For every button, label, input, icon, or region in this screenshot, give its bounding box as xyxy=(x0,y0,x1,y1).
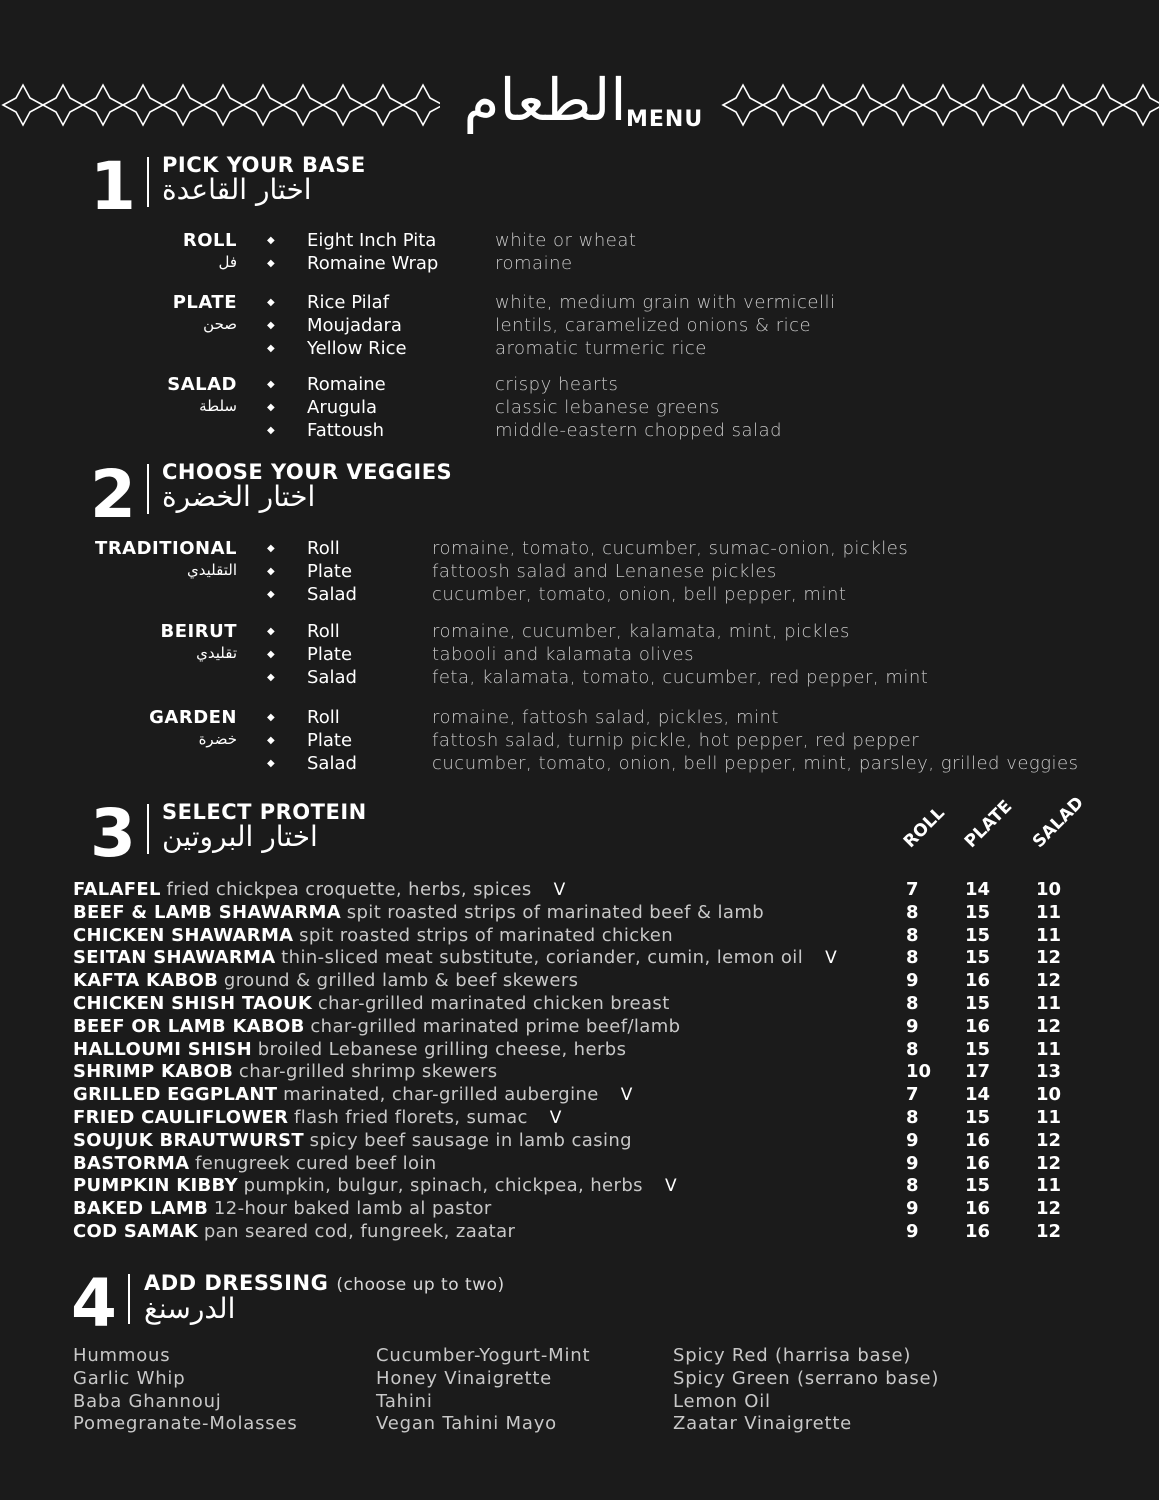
base-description: lentils, caramelized onions & rice xyxy=(495,314,812,336)
price-salad: 10 xyxy=(1036,879,1062,900)
price-plate: 17 xyxy=(965,1061,991,1083)
section-2-divider xyxy=(147,464,149,514)
vegetarian-icon: V xyxy=(553,880,566,900)
veggie-option xyxy=(267,707,357,730)
veggie-option-label: Roll xyxy=(307,538,340,559)
price-roll: 8 xyxy=(906,924,919,946)
price-salad: 12 xyxy=(1036,1220,1062,1242)
price-roll: 8 xyxy=(906,1106,919,1128)
protein-description: spit roasted strips of marinated chicken xyxy=(299,924,673,946)
veggie-description: fattoosh salad and Lenanese pickles xyxy=(432,560,777,582)
veggie-category-name-arabic: خضرة xyxy=(198,730,237,748)
veggie-option xyxy=(267,621,357,644)
base-option-label: Moujadara xyxy=(307,314,402,336)
protein-description: pan seared cod, fungreek, zaatar xyxy=(203,1220,516,1242)
bullet-icon: ◆ xyxy=(267,424,275,436)
base-option-label: Arugula xyxy=(307,396,377,418)
price-roll: 7 xyxy=(906,879,919,900)
veggie-category-name-arabic: تقليدي xyxy=(196,644,237,662)
protein-row xyxy=(73,879,1133,902)
price-roll: 8 xyxy=(906,901,919,923)
veggie-category-name: GARDEN xyxy=(149,707,237,728)
dressing-item: Cucumber-Yogurt-Mint xyxy=(376,1345,591,1366)
veggie-description: tabooli and kalamata olives xyxy=(432,643,695,665)
protein-description: marinated, char-grilled aubergine xyxy=(283,1084,599,1106)
protein-description: broiled Lebanese grilling cheese, herbs xyxy=(257,1038,627,1060)
veggie-category xyxy=(161,621,237,663)
section-4-divider xyxy=(128,1274,130,1324)
section-4-title-arabic: الدرسنغ xyxy=(144,1292,236,1325)
price-plate: 16 xyxy=(965,1015,991,1037)
price-roll: 9 xyxy=(906,1198,919,1220)
veggie-options xyxy=(267,538,357,606)
vegetarian-icon: V xyxy=(549,1107,562,1128)
price-salad: 12 xyxy=(1036,1015,1062,1037)
veggie-option-label: Roll xyxy=(307,707,340,728)
veggie-descriptions xyxy=(432,621,928,689)
dressing-column xyxy=(73,1345,298,1436)
veggie-option-label: Salad xyxy=(307,752,357,774)
protein-row xyxy=(73,1061,1133,1084)
bullet-icon: ◆ xyxy=(267,543,275,554)
section-3-title-arabic: اختار البروتين xyxy=(162,820,318,853)
column-header-roll: ROLL xyxy=(899,803,949,852)
protein-row xyxy=(73,925,1133,948)
price-roll: 8 xyxy=(906,992,919,1014)
price-roll: 10 xyxy=(906,1061,932,1083)
base-description: romaine xyxy=(495,252,573,274)
base-description: aromatic turmeric rice xyxy=(495,337,707,359)
protein-name: CHICKEN SHAWARMA xyxy=(73,924,294,946)
section-3-number: 3 xyxy=(90,795,136,872)
price-roll: 9 xyxy=(906,1220,919,1242)
price-plate: 14 xyxy=(965,1084,991,1106)
decorative-pattern-left xyxy=(0,82,440,128)
protein-name: BAKED LAMB xyxy=(73,1198,209,1220)
price-plate: 16 xyxy=(965,1198,991,1220)
protein-description: spicy beef sausage in lamb casing xyxy=(309,1129,633,1151)
protein-name: PUMPKIN KIBBY xyxy=(73,1175,238,1197)
dressing-item: Tahini xyxy=(376,1390,433,1412)
base-options xyxy=(267,374,386,442)
base-descriptions xyxy=(495,292,836,360)
price-salad: 12 xyxy=(1036,970,1062,992)
vegetarian-icon: V xyxy=(664,1176,677,1197)
base-option xyxy=(267,292,407,315)
base-option-label: Romaine xyxy=(307,374,386,395)
veggie-option xyxy=(267,730,357,753)
price-plate: 15 xyxy=(965,947,991,969)
dressing-column xyxy=(376,1345,590,1436)
price-plate: 15 xyxy=(965,901,991,923)
base-option-label: Rice Pilaf xyxy=(307,292,390,313)
veggie-category-name: TRADITIONAL xyxy=(95,538,237,559)
veggie-option xyxy=(267,561,357,584)
dressing-item: Lemon Oil xyxy=(673,1390,771,1412)
base-category-name: PLATE xyxy=(172,292,237,313)
price-salad: 10 xyxy=(1036,1084,1062,1106)
price-plate: 16 xyxy=(965,1152,991,1174)
veggie-description: cucumber, tomato, onion, bell pepper, mint, parsley, grilled veggies xyxy=(432,752,1079,774)
base-description: white or wheat xyxy=(495,230,637,251)
protein-name: BASTORMA xyxy=(73,1152,190,1174)
veggie-category-name: BEIRUT xyxy=(160,621,237,642)
price-plate: 16 xyxy=(965,1129,991,1151)
veggie-option xyxy=(267,667,357,690)
dressing-item: Spicy Green (serrano base) xyxy=(673,1367,940,1389)
protein-description: flash fried florets, sumac xyxy=(294,1106,528,1128)
dressing-item: Garlic Whip xyxy=(73,1367,186,1389)
veggie-description: fattosh salad, turnip pickle, hot pepper, red pepper xyxy=(432,729,920,751)
base-category xyxy=(173,292,237,334)
column-header-salad: SALAD xyxy=(1028,792,1088,852)
base-option xyxy=(267,315,407,338)
bullet-icon: ◆ xyxy=(267,297,275,308)
base-category-name-arabic: صحن xyxy=(203,315,237,333)
protein-name: FALAFEL xyxy=(73,879,161,900)
section-4-title-text: ADD DRESSING xyxy=(144,1271,329,1295)
veggie-option xyxy=(267,644,357,667)
dressing-item: Pomegranate-Molasses xyxy=(73,1413,298,1435)
protein-name: BEEF OR LAMB KABOB xyxy=(73,1015,305,1037)
column-header-plate: PLATE xyxy=(960,796,1017,852)
veggie-description: romaine, cucumber, kalamata, mint, pickles xyxy=(432,621,850,642)
price-salad: 11 xyxy=(1036,1038,1062,1060)
protein-row xyxy=(73,1039,1133,1062)
base-option xyxy=(267,230,438,253)
price-roll: 8 xyxy=(906,947,919,969)
base-descriptions xyxy=(495,230,636,276)
bullet-icon: ◆ xyxy=(267,319,275,331)
veggie-description: feta, kalamata, tomato, cucumber, red pepper, mint xyxy=(432,666,929,688)
section-3-divider xyxy=(147,804,149,854)
veggie-option-label: Plate xyxy=(307,643,353,665)
protein-description: char-grilled marinated chicken breast xyxy=(317,992,670,1014)
protein-name: FRIED CAULIFLOWER xyxy=(73,1106,289,1128)
price-plate: 16 xyxy=(965,970,991,992)
veggie-category-name-arabic: التقليدي xyxy=(187,561,237,579)
protein-name: SOUJUK BRAUTWURST xyxy=(73,1129,304,1151)
dressing-item: Spicy Red (harrisa base) xyxy=(673,1345,912,1366)
base-description: crispy hearts xyxy=(495,374,619,395)
veggie-options xyxy=(267,707,357,775)
veggie-option-label: Plate xyxy=(307,729,353,751)
section-2-title: CHOOSE YOUR VEGGIES xyxy=(162,460,453,484)
base-category-name-arabic: فل xyxy=(218,253,237,271)
section-1-number: 1 xyxy=(90,148,136,225)
bullet-icon: ◆ xyxy=(267,401,275,413)
bullet-icon: ◆ xyxy=(267,379,275,390)
veggie-description: romaine, tomato, cucumber, sumac-onion, pickles xyxy=(432,538,909,559)
decorative-pattern-right xyxy=(720,82,1159,128)
price-roll: 9 xyxy=(906,1129,919,1151)
price-salad: 11 xyxy=(1036,924,1062,946)
protein-name: KAFTA KABOB xyxy=(73,970,219,992)
svg-text:الطعام: الطعام xyxy=(463,66,627,134)
veggie-option xyxy=(267,753,357,776)
protein-row xyxy=(73,1153,1133,1176)
veggie-option-label: Salad xyxy=(307,583,357,605)
protein-description: pumpkin, bulgur, spinach, chickpea, herbs xyxy=(243,1175,643,1197)
base-option-label: Fattoush xyxy=(307,419,385,441)
section-3-title: SELECT PROTEIN xyxy=(162,800,367,824)
base-description: white, medium grain with vermicelli xyxy=(495,292,836,313)
protein-row xyxy=(73,1175,1133,1198)
section-2-title-arabic: اختار الخضرة xyxy=(162,480,316,513)
protein-row xyxy=(73,1130,1133,1153)
base-category xyxy=(167,374,237,416)
dressing-item: Hummous xyxy=(73,1345,171,1366)
section-1-title: PICK YOUR BASE xyxy=(162,153,366,177)
protein-row xyxy=(73,970,1133,993)
price-salad: 12 xyxy=(1036,1152,1062,1174)
veggie-descriptions xyxy=(432,538,908,606)
base-descriptions xyxy=(495,374,782,442)
veggie-option-label: Roll xyxy=(307,621,340,642)
base-options xyxy=(267,230,438,276)
protein-list xyxy=(73,879,1133,1244)
section-4-number: 4 xyxy=(71,1265,117,1342)
protein-name: COD SAMAK xyxy=(73,1220,199,1242)
price-plate: 15 xyxy=(965,1038,991,1060)
base-option xyxy=(267,420,386,443)
price-roll: 9 xyxy=(906,970,919,992)
vegetarian-icon: V xyxy=(620,1085,633,1106)
price-plate: 15 xyxy=(965,924,991,946)
base-option xyxy=(267,338,407,361)
protein-row xyxy=(73,1016,1133,1039)
base-category-name-arabic: سلطة xyxy=(199,397,237,415)
protein-row xyxy=(73,1198,1133,1221)
section-1-title-arabic: اختار القاعدة xyxy=(162,173,312,206)
veggie-category xyxy=(149,707,237,749)
protein-description: ground & grilled lamb & beef skewers xyxy=(223,970,579,992)
base-option-label: Yellow Rice xyxy=(307,337,407,359)
protein-name: BEEF & LAMB SHAWARMA xyxy=(73,901,341,923)
price-salad: 11 xyxy=(1036,1175,1062,1197)
base-category-name: SALAD xyxy=(167,374,237,395)
base-option-label: Eight Inch Pita xyxy=(307,230,437,251)
bullet-icon: ◆ xyxy=(267,588,275,600)
protein-name: GRILLED EGGPLANT xyxy=(73,1084,278,1106)
bullet-icon: ◆ xyxy=(267,565,275,577)
price-roll: 8 xyxy=(906,1038,919,1060)
protein-row xyxy=(73,1221,1133,1244)
veggie-description: cucumber, tomato, onion, bell pepper, mint xyxy=(432,583,847,605)
veggie-descriptions xyxy=(432,707,1078,775)
price-plate: 15 xyxy=(965,992,991,1014)
veggie-option xyxy=(267,538,357,561)
veggie-option xyxy=(267,584,357,607)
protein-row xyxy=(73,947,1133,970)
bullet-icon: ◆ xyxy=(267,734,275,746)
price-salad: 11 xyxy=(1036,901,1062,923)
price-plate: 16 xyxy=(965,1220,991,1242)
veggie-description: romaine, fattosh salad, pickles, mint xyxy=(432,707,779,728)
dressing-item: Honey Vinaigrette xyxy=(376,1367,553,1389)
bullet-icon: ◆ xyxy=(267,626,275,637)
base-option xyxy=(267,374,386,397)
protein-name: SHRIMP KABOB xyxy=(73,1061,234,1083)
dressing-item: Zaatar Vinaigrette xyxy=(673,1413,853,1435)
protein-row xyxy=(73,993,1133,1016)
base-options xyxy=(267,292,407,360)
bullet-icon: ◆ xyxy=(267,712,275,723)
protein-name: CHICKEN SHISH TAOUK xyxy=(73,992,313,1014)
bullet-icon: ◆ xyxy=(267,235,275,246)
veggie-option-label: Plate xyxy=(307,560,353,582)
base-category xyxy=(183,230,237,272)
bullet-icon: ◆ xyxy=(267,648,275,660)
dressing-column xyxy=(673,1345,939,1436)
protein-description: char-grilled shrimp skewers xyxy=(238,1061,498,1083)
base-option-label: Romaine Wrap xyxy=(307,252,439,274)
section-1-divider xyxy=(147,157,149,207)
protein-description: spit roasted strips of marinated beef & lamb xyxy=(346,901,765,923)
vegetarian-icon: V xyxy=(825,948,837,969)
protein-name: SEITAN SHAWARMA xyxy=(73,947,276,969)
bullet-icon: ◆ xyxy=(267,757,275,769)
menu-label: MENU xyxy=(626,107,704,132)
restaurant-logo xyxy=(463,62,628,134)
protein-description: 12-hour baked lamb al pastor xyxy=(213,1198,492,1220)
section-2-number: 2 xyxy=(90,456,136,533)
bullet-icon: ◆ xyxy=(267,671,275,683)
base-description: middle-eastern chopped salad xyxy=(495,419,783,441)
protein-description: fenugreek cured beef loin xyxy=(195,1152,437,1174)
bullet-icon: ◆ xyxy=(267,257,275,269)
base-option xyxy=(267,397,386,420)
price-salad: 12 xyxy=(1036,1129,1062,1151)
base-description: classic lebanese greens xyxy=(495,396,720,418)
protein-name: HALLOUMI SHISH xyxy=(73,1038,253,1060)
price-plate: 14 xyxy=(965,879,991,900)
section-4-note: (choose up to two) xyxy=(336,1275,505,1295)
price-roll: 9 xyxy=(906,1152,919,1174)
veggie-option-label: Salad xyxy=(307,666,357,688)
price-roll: 8 xyxy=(906,1175,919,1197)
base-category-name: ROLL xyxy=(182,230,237,251)
price-roll: 9 xyxy=(906,1015,919,1037)
dressing-item: Baba Ghannouj xyxy=(73,1390,222,1412)
price-salad: 11 xyxy=(1036,992,1062,1014)
price-salad: 11 xyxy=(1036,1106,1062,1128)
price-roll: 7 xyxy=(906,1084,919,1106)
price-plate: 15 xyxy=(965,1175,991,1197)
price-salad: 12 xyxy=(1036,947,1062,969)
price-plate: 15 xyxy=(965,1106,991,1128)
veggie-options xyxy=(267,621,357,689)
base-option xyxy=(267,253,438,276)
veggie-category xyxy=(95,538,237,580)
bullet-icon: ◆ xyxy=(267,342,275,354)
protein-row xyxy=(73,902,1133,925)
dressing-item: Vegan Tahini Mayo xyxy=(376,1413,557,1435)
protein-row xyxy=(73,1084,1133,1107)
price-salad: 12 xyxy=(1036,1198,1062,1220)
protein-row xyxy=(73,1107,1133,1130)
protein-description: fried chickpea croquette, herbs, spices xyxy=(166,879,532,900)
protein-description: char-grilled marinated prime beef/lamb xyxy=(310,1015,681,1037)
price-salad: 13 xyxy=(1036,1061,1062,1083)
protein-description: thin-sliced meat substitute, coriander, cumin, lemon oil xyxy=(281,947,804,969)
